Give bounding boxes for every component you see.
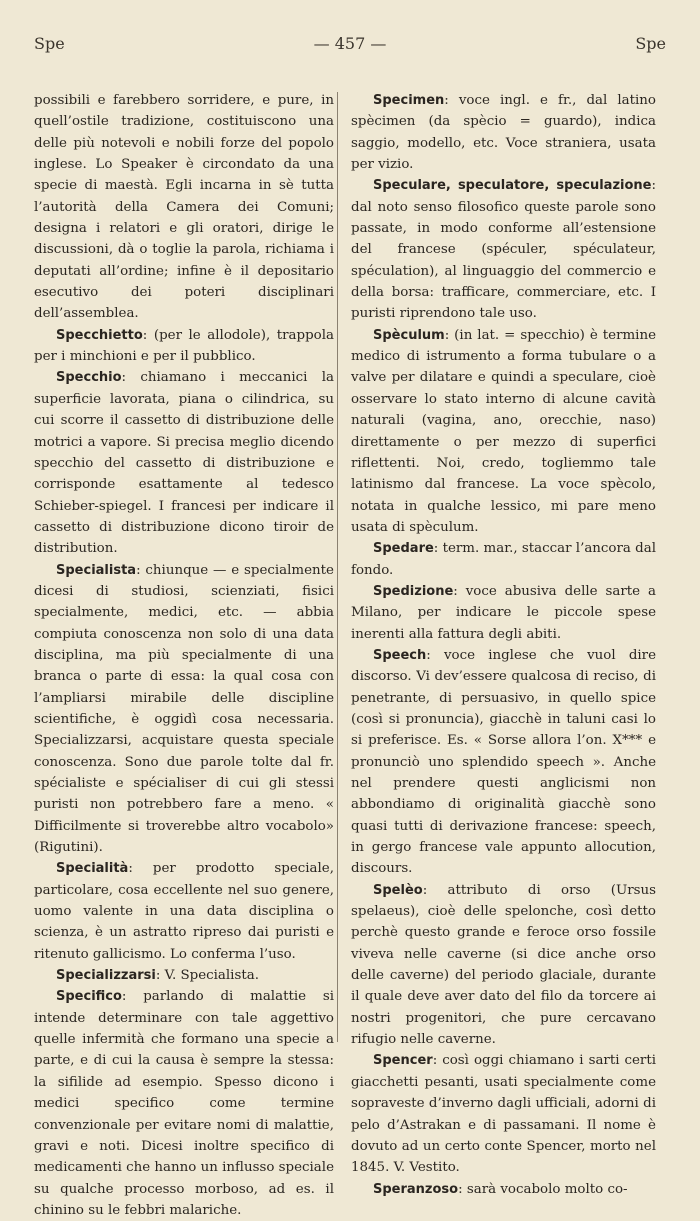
right-column [351, 90, 656, 1200]
entry-text: : attributo di orso (Ursus spelaeus), cioè delle spelonche, così detto perchè questo grande e feroce orso fossile viveva nelle caverne (si dice anche orso delle caverne) del periodo glaciale, durante il quale deve aver dato del filo da torcere ai nostri progenitori, che pure cercavano rifugio nelle caverne. [351, 882, 656, 1048]
dictionary-entry [351, 581, 656, 645]
dictionary-entry [351, 90, 656, 175]
dictionary-entry [34, 986, 334, 1221]
entry-headword: Speculare, speculatore, speculazione [373, 178, 652, 194]
entry-text: : (in lat. = specchio) è termine medico di istrumento a forma tubulare o a valve per dilatare e quindi a speculare, cioè osservare lo stato interno di alcune cavità naturali (vagina, ano, orecchie, naso) direttamente o per mezzo di superfici riflettenti. Noi, credo, togliemmo tale latinismo dal francese. La voce spècolo, notata in qualche lessico, mi pare meno usata di spèculum. [351, 327, 656, 535]
entry-text: : per prodotto speciale, particolare, cosa eccellente nel suo genere, uomo valente in una data disciplina o scienza, è un astratto ripreso dai puristi e ritenuto gallicismo. Lo conferma l’uso. [34, 861, 334, 962]
entry-text: : term. mar., staccar l’ancora dal fondo. [351, 541, 656, 578]
entry-headword: Spelèo [373, 882, 423, 898]
column-divider [337, 92, 338, 1042]
entry-text: : sarà vocabolo molto co- [458, 1181, 628, 1197]
dictionary-entry [34, 325, 334, 368]
dictionary-entry [351, 645, 656, 880]
dictionary-entry [34, 965, 334, 986]
entry-text: possibili e farebbero sorridere, e pure, in quell’ostile tradizione, costituiscono una delle più notevoli e nobili forze del popolo inglese. Lo Speaker è circondato da una specie di maestà. Egli incarna in sè tutta l’autorità della Camera dei Comuni; designa i relatori e gli oratori, dirige le discussioni, dà o toglie la parola, richiama i deputati all’ordine; infine è il depositario esecutivo dei poteri disciplinari dell’assemblea. [34, 93, 334, 322]
header-left-guideword: Spe [34, 34, 65, 53]
dictionary-entry [351, 880, 656, 1051]
entry-headword: Specimen [373, 93, 445, 108]
entry-headword: Spedizione [373, 583, 454, 599]
dictionary-entry [351, 1050, 656, 1178]
page-number: — 457 — [313, 34, 387, 53]
entry-text: : chiamano i meccanici la superficie lavorata, piana o cilindrica, su cui scorre il cassetto di distribuzione delle motrici a vapore. Si precisa meglio dicendo specchio del cassetto di distribuzione e corrisponde esattamente al tedesco Schieber-spiegel. I francesi per indicare il cassetto di distribuzione dicono tiroir de distribution. [34, 370, 334, 557]
entry-headword: Specialista [56, 562, 137, 578]
entry-headword: Spencer [373, 1053, 433, 1069]
entry-text: : voce abusiva delle sarte a Milano, per indicare le piccole spese inerenti alla fattura degli abiti. [351, 583, 656, 642]
dictionary-entry [351, 175, 656, 324]
entry-text: : voce inglese che vuol dire discorso. Vi dev’essere qualcosa di reciso, di penetrante, di persuasivo, in quello spice (così si pronuncia), giacchè in taluni casi lo si preferisce. Es. « Sorse allora l’on. X*** e pronunciò uno splendido speech ». Anche nel prendere questi anglicismi non abbondiamo di originalità giacchè sono quasi tutti di derivazione francese: speech, in gergo francese vale appunto allocution, discours. [351, 647, 656, 877]
entry-headword: Spèculum [373, 327, 445, 343]
entry-text: : così oggi chiamano i sarti certi giacchetti pesanti, usati specialmente come sopraveste d’inverno dagli ufficiali, adorni di pelo d’Astrakan e di passamani. Il nome è dovuto ad un certo conte Spencer, morto nel 1845. V. Vestito. [351, 1053, 656, 1176]
entry-headword: Specchio [56, 370, 122, 386]
entry-text: : parlando di malattie si intende determinare con tale aggettivo quelle infermità che formano una specie a parte, e di cui la causa è sempre la stessa: la sifilide ad esempio. Spesso dicono i medici specifico come termine convenzionale per evitare nomi di malattie, gravi e noti. Dicesi inoltre specifico di medicamenti che hanno un influsso speciale su qualche processo morboso, ad es. il chinino su le febbri malariche. [34, 989, 334, 1218]
entry-headword: Specchietto [56, 327, 143, 343]
dictionary-entry [34, 858, 334, 965]
dictionary-entry [351, 325, 656, 538]
entry-headword: Spedare [373, 541, 434, 557]
entry-headword: Specialità [56, 861, 129, 877]
dictionary-entry [34, 560, 334, 859]
header-right-guideword: Spe [635, 34, 666, 53]
dictionary-entry [351, 1179, 656, 1200]
page-header [34, 34, 666, 64]
entry-text: : (per le allodole), trappola per i minchioni e per il pubblico. [34, 327, 334, 365]
entry-text: : dal noto senso filosofico queste parole sono passate, in modo conforme all’estensione del francese (spéculer, spéculateur, spéculation), al linguaggio del commercio e della borsa: trafficare, commerciare, etc. I puristi riprendono tale uso. [351, 178, 656, 322]
dictionary-entry [351, 538, 656, 581]
entry-text: : V. Specialista. [155, 968, 259, 984]
dictionary-entry [34, 367, 334, 559]
left-column [34, 90, 334, 1221]
entry-headword: Speranzoso [373, 1181, 459, 1197]
entry-headword: Specifico [56, 989, 122, 1005]
dictionary-entry [34, 90, 334, 325]
entry-text: : voce ingl. e fr., dal latino spècimen (da spècio = guardo), indica saggio, modello, etc. Voce straniera, usata per vizio. [351, 93, 656, 173]
entry-text: : chiunque — e specialmente dicesi di studiosi, scienziati, fisici specialmente, medici, etc. — abbia compiuta conoscenza non solo di una data disciplina, ma più specialmente di una branca o parte di essa: la qual cosa con l’ampliarsi mirabile delle discipline scientifiche, è oggidì cosa necessaria. Specializzarsi, acquistare questa speciale conoscenza. Sono due parole tolte dal fr. spécialiste e spécialiser di cui gli stessi puristi non potrebbero fare a meno. « Difficilmente si troverebbe altro vocabolo» (Rigutini). [34, 562, 334, 856]
entry-headword: Specializzarsi [56, 968, 156, 984]
entry-headword: Speech [373, 647, 427, 663]
